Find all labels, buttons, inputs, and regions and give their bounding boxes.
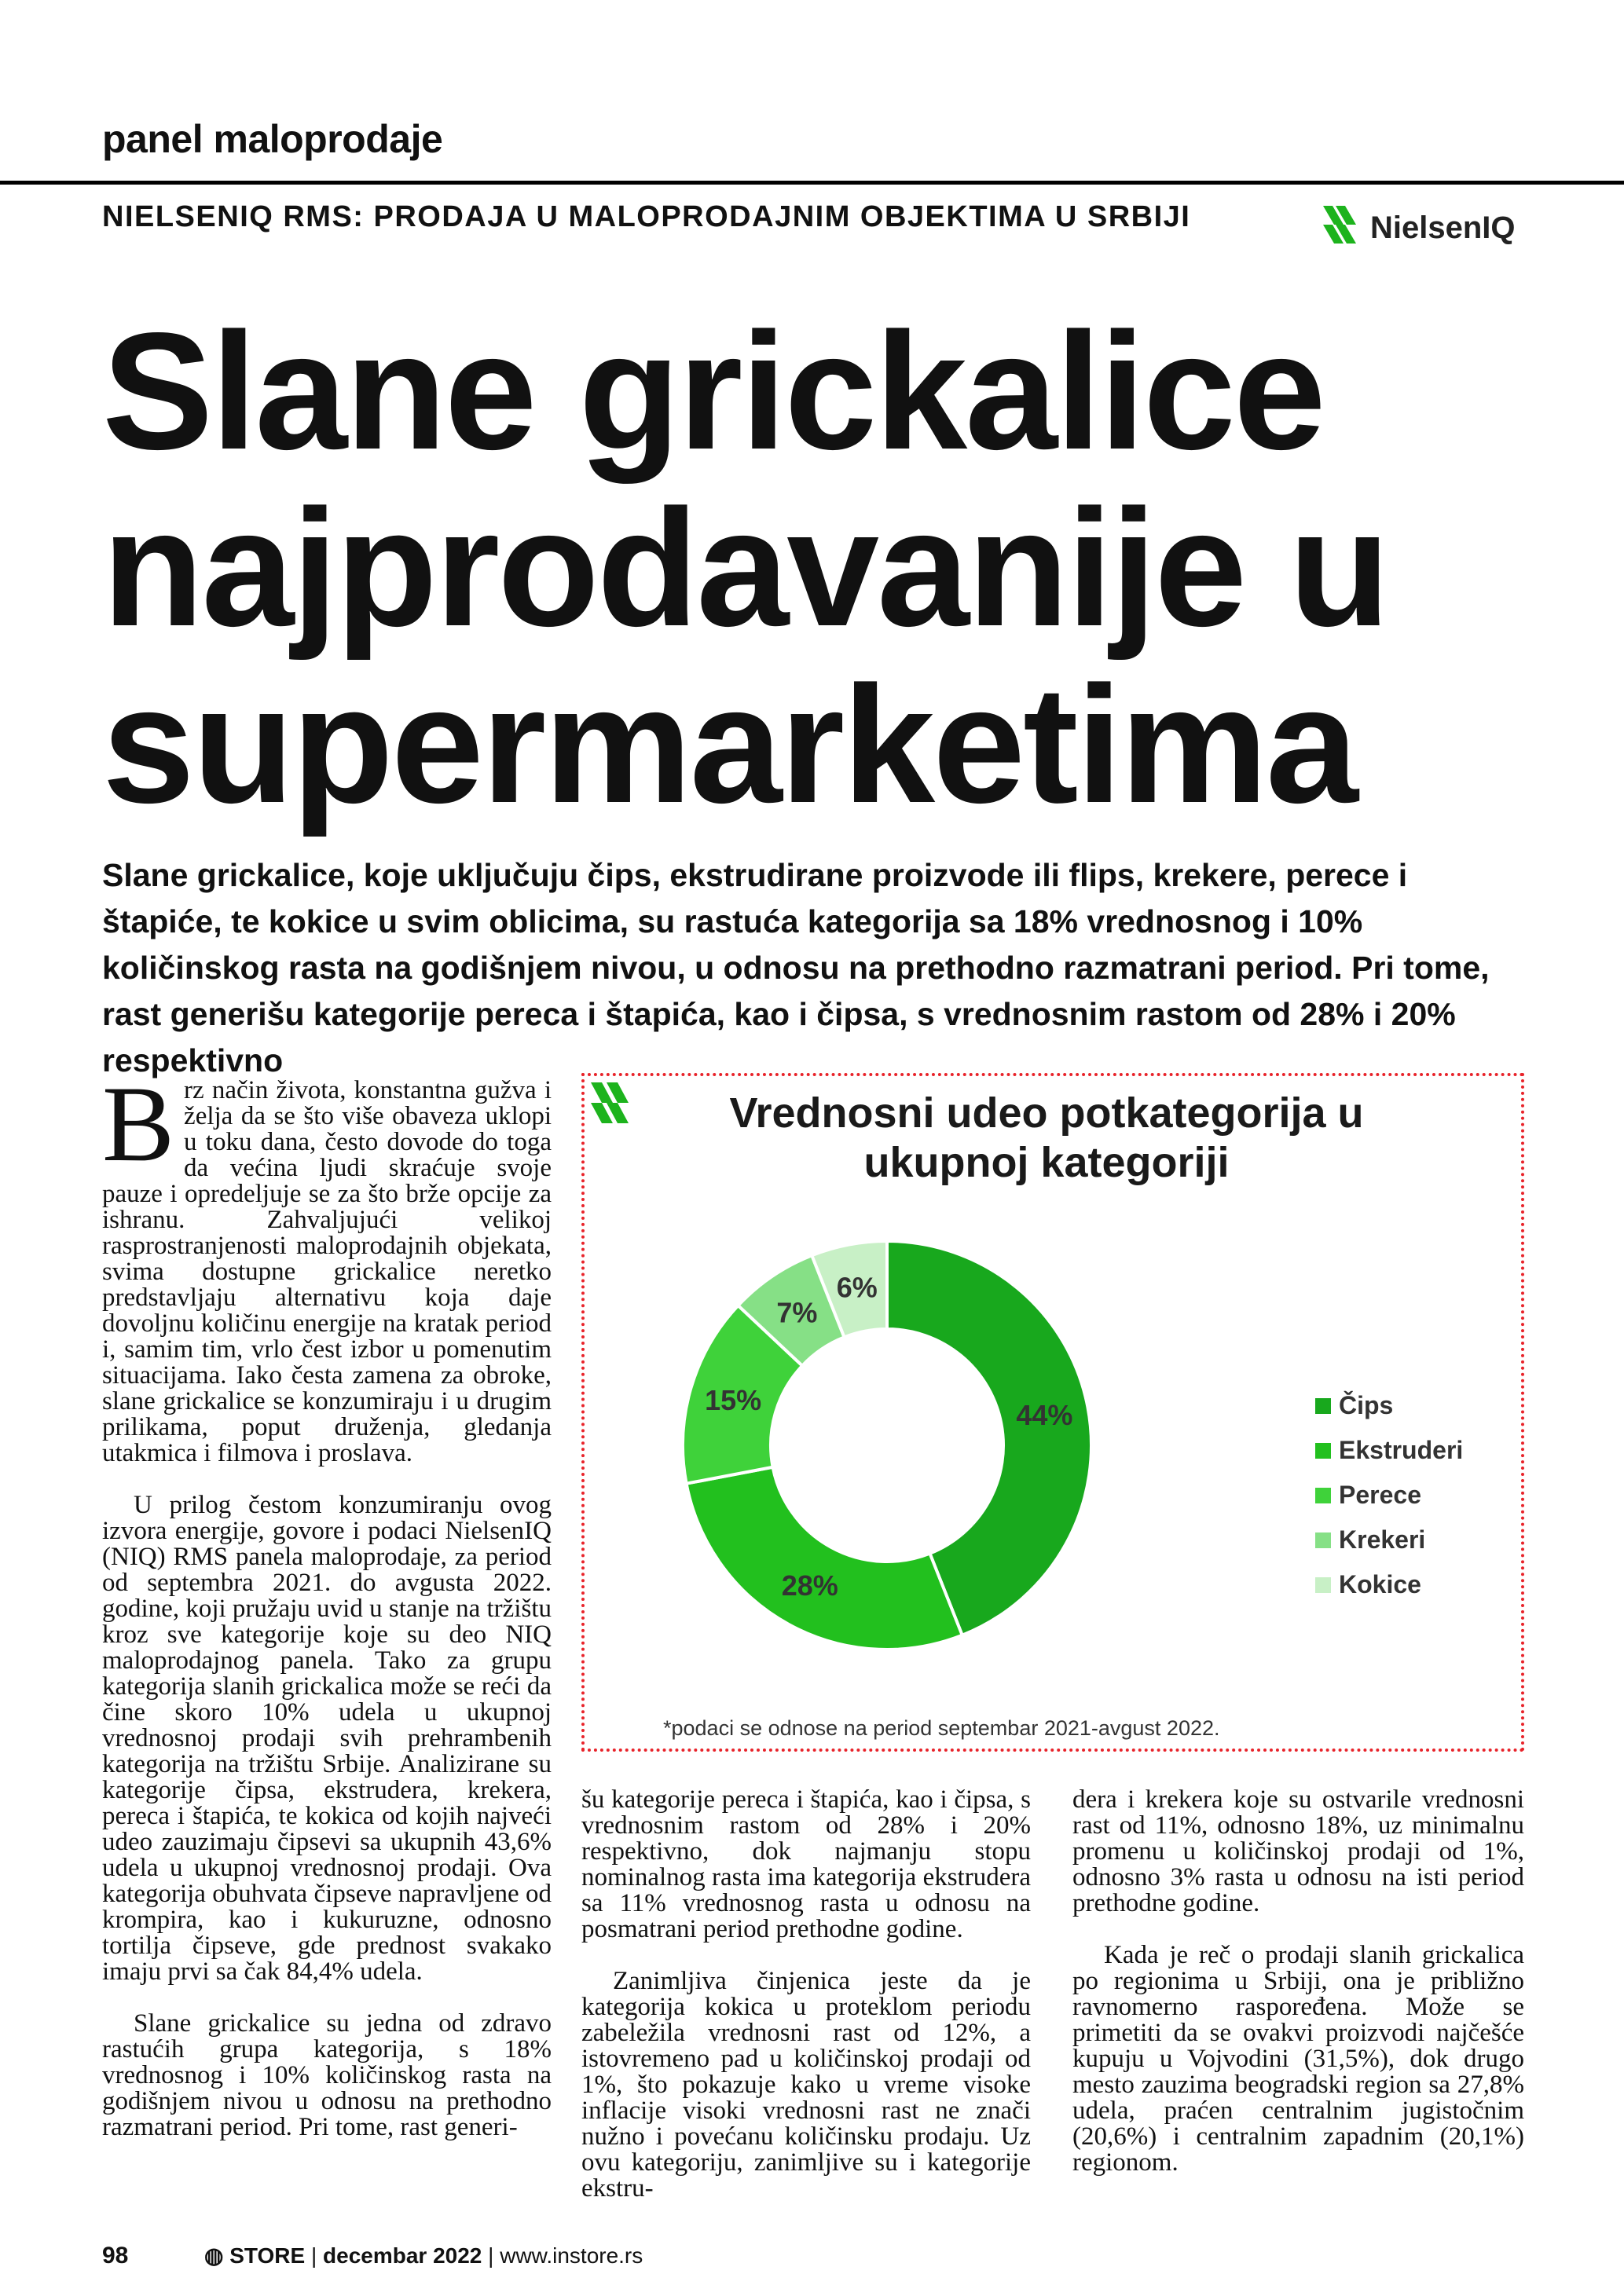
paragraph: U prilog čestom konzumiranju ovog izvora energije, govore i podaci NielsenIQ (NIQ) RMS panela maloprodaje, za period od septembra 2021. do avgusta 2022. godine, koji pružaju uvid u stanje na tržištu kroz sve kategorije koje su deo NIQ maloprodajnog panela. Tako za grupu kategorija slanih grickalica može se reći da čine skoro 10% udela u ukupnoj vrednosnoj prodaji svih prehrambenih kategorija na tržištu Srbije. Analizirane su kategorije čipsa, ekstrudera, krekera, pereca i štapića, te kokica od kojih najveći udeo zauzimaju čipsevi sa ukupnih 43,6% udela u ukupnoj vrednosnoj prodaji. Ova kategorija obuhvata čipseve napravljene od krompira, kao i kukuruzne, odnosno tortilja čipseve, gde prednost svakako imaju prvi sa čak 84,4% udela. [102, 1491, 552, 1986]
slice-value-label: 15% [705, 1384, 762, 1417]
paragraph: Kada je reč o prodaji slanih grickalica po regionima u Srbiji, ona je približno ravnomerno raspoređena. Može se primetiti da se ovakvi proizvodi najčešće kupuju u Vojvodini (31,5%), dok drugo mesto zauzima beogradski region sa 27,8% udela, praćen centralnim jugistočnim (20,6%) i centralnim zapadnim (20,1%) regionom. [1072, 1941, 1524, 2177]
paragraph: šu kategorije pereca i štapića, kao i čipsa, s vrednosnim rastom od 28% i 20% respektivno, dok najmanju stopu nominalnog rasta ima kategorija ekstrudera sa 11% vrednosnog rasta u odnosu na posmatrani period prethodne godine. [581, 1785, 1031, 1943]
legend-label: Krekeri [1339, 1525, 1426, 1554]
paragraph [102, 1064, 552, 1467]
page-number: 98 [102, 2243, 129, 2269]
legend-label: Ekstruderi [1339, 1436, 1464, 1464]
footer-brand: STORE [229, 2243, 306, 2268]
chart-panel [581, 1073, 1524, 1752]
chart-footnote: *podaci se odnose na period septembar 2021-avgust 2022. [663, 1716, 1220, 1740]
header-rule [0, 181, 1624, 185]
section-title: panel maloprodaje [102, 117, 443, 161]
slice-value-label: 6% [836, 1271, 878, 1304]
chart-title-line: Vrednosni udeo potkategorija u [729, 1089, 1364, 1137]
legend-item [1315, 1436, 1463, 1464]
legend-swatch [1315, 1532, 1331, 1548]
store-logo-icon: ◍ [204, 2243, 224, 2268]
legend-label: Perece [1339, 1481, 1421, 1509]
nielseniq-logo-icon [1322, 203, 1366, 247]
headline [102, 298, 1556, 837]
slice-value-label: 28% [781, 1569, 838, 1602]
kicker: NIELSENIQ RMS: PRODAJA U MALOPRODAJNIM OBJEKTIMA U SRBIJI [102, 200, 1191, 233]
footer-divider: | [310, 2243, 324, 2268]
legend-swatch [1315, 1577, 1331, 1593]
legend-item [1315, 1570, 1421, 1598]
legend-item [1315, 1481, 1421, 1509]
nielseniq-logo [1322, 203, 1526, 250]
footer-info [204, 2243, 643, 2269]
drop-cap: B [102, 1064, 175, 1184]
legend-label: Čips [1339, 1391, 1394, 1419]
headline-line: Slane grickalice [102, 298, 1324, 484]
logo-text: NielsenIQ [1370, 211, 1516, 245]
paragraph: Slane grickalice su jedna od zdravo rastućih grupa kategorija, s 18% vrednosnog i 10% količinskog rasta na godišnjem nivou u odnosu na prethodno razmatrani period. Pri tome, rast generi- [102, 2009, 552, 2141]
slice-value-label: 44% [1016, 1398, 1073, 1431]
headline-line: najprodavanije u [102, 474, 1388, 661]
legend-swatch [1315, 1398, 1331, 1414]
paragraph: dera i krekera koje su ostvarile vrednosni rast od 11%, odnosno 18%, uz minimalnu promenu u količinskoj prodaji od 1%, odnosno 3% rasta u odnosu na isti period prethodne godine. [1072, 1785, 1524, 1917]
donut-slice-ekstruderi [687, 1467, 962, 1650]
legend-item [1315, 1391, 1393, 1419]
article-column-2 [581, 1787, 1031, 2228]
footer-issue: decembar 2022 [323, 2243, 482, 2268]
lead-paragraph: Slane grickalice, koje uključuju čips, ekstrudirane proizvode ili flips, krekere, perece i štapiće, te kokice u svim oblicima, su rastuća kategorija sa 18% vrednosnog i 10% količinskog rasta na godišnjem nivou, u odnosu na prethodno razmatrani period. Pri tome, rast generišu kategorije pereca i štapića, kao i čipsa, s vrednosnim rastom od 28% i 20% respektivno [102, 857, 1490, 1078]
footer-divider: | [488, 2243, 500, 2268]
legend-item [1315, 1525, 1425, 1554]
chart-title-line: ukupnoj kategoriji [863, 1139, 1230, 1186]
article-column-3 [1072, 1787, 1524, 2202]
donut-chart [585, 1076, 1521, 1749]
legend-swatch [1315, 1443, 1331, 1459]
headline-line: supermarketima [102, 651, 1356, 837]
footer-website: www.instore.rs [500, 2243, 643, 2268]
paragraph: Zanimljiva činjenica jeste da je kategorija kokica u proteklom periodu zabeležila vrednosni rast od 12%, a istovremeno pad u količinskoj prodaji od 1%, što pokazuje kako u vreme visoke inflacije visoki vrednosni rast ne znači nužno i povećanu količinsku prodaju. Uz ovu kategoriju, zanimljive su i kategorije ekstru- [581, 1967, 1031, 2203]
paragraph-text: rz način života, konstantna gužva i želja da se što više obaveza uklopi u toku dana, često dovode do toga da većina ljudi skraćuje svoje pauze i opredeljuje se za što brže opcije za ishranu. Zahvaljujući velikoj rasprostranjenosti maloprodajnih objekata, svima dostupne grickalice neretko predstavljaju alternativu koja daje dovoljnu količinu energije na kratak period i, samim tim, vrlo čest izbor u pomenutim situacijama. Iako česta zamena za obroke, slane grickalice se konzumiraju i u drugim prilikama, poput druženja, gledanja utakmica i filmova i proslava. [102, 1076, 552, 1467]
legend-label: Kokice [1339, 1570, 1421, 1598]
chart-brand-icon [591, 1082, 629, 1123]
article-column-1 [102, 1064, 552, 2166]
slice-value-label: 7% [776, 1296, 818, 1329]
legend-swatch [1315, 1488, 1331, 1503]
